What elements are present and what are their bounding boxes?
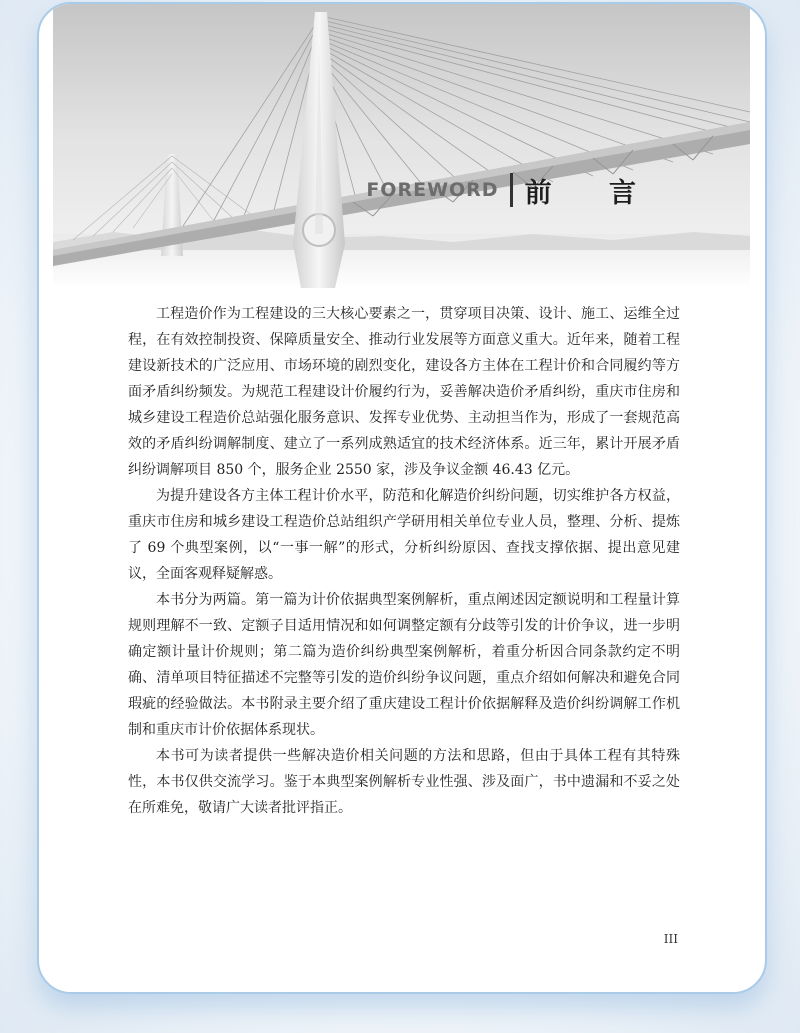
document-page bbox=[53, 4, 750, 992]
title-divider bbox=[510, 173, 513, 207]
bridge-banner-image bbox=[53, 4, 750, 288]
title-block bbox=[366, 168, 660, 212]
page-number: III bbox=[663, 932, 678, 946]
paragraph-3: 本书分为两篇。第一篇为计价依据典型案例解析，重点阐述因定额说明和工程量计算规则理解不一致、定额子目适用情况和如何调整定额有分歧等引发的计价争议，进一步明确定额计量计价规则；第二篇为造价纠纷典型案例解析，着重分析因合同条款约定不明确、清单项目特征描述不完整等引发的造价纠纷争议问题，重点介绍如何解决和避免合同瑕疵的经验做法。本书附录主要介绍了重庆建设工程计价依据解释及造价纠纷调解工作机制和重庆市计价依据体系现状。 bbox=[128, 592, 680, 738]
page-card bbox=[37, 2, 767, 994]
paragraph-4: 本书可为读者提供一些解决造价相关问题的方法和思路，但由于具体工程有其特殊性，本书仅供交流学习。鉴于本典型案例解析专业性强、涉及面广，书中遗漏和不妥之处在所难免，敬请广大读者批评指正。 bbox=[128, 748, 680, 816]
foreword-body bbox=[128, 301, 680, 821]
paragraph-1: 工程造价作为工程建设的三大核心要素之一，贯穿项目决策、设计、施工、运维全过程，在有效控制投资、保障质量安全、推动行业发展等方面意义重大。近年来，随着工程建设新技术的广泛应用、市场环境的剧烈变化，建设各方主体在工程计价和合同履约等方面矛盾纠纷频发。为规范工程建设计价履约行为，妥善解决造价矛盾纠纷，重庆市住房和城乡建设工程造价总站强化服务意识、发挥专业优势、主动担当作为，形成了一套规范高效的矛盾纠纷调解制度、建立了一系列成熟适宜的技术经济体系。近三年，累计开展矛盾纠纷调解项目 850 个，服务企业 2550 家，涉及争议金额 46.43 亿元。 bbox=[128, 306, 680, 478]
title-english: FOREWORD bbox=[366, 179, 499, 201]
paragraph-2: 为提升建设各方主体工程计价水平，防范和化解造价纠纷问题，切实维护各方权益，重庆市住房和城乡建设工程造价总站组织产学研用相关单位专业人员，整理、分析、提炼了 69 个典型案例，以“一事一解”的形式，分析纠纷原因、查找支撑依据、提出意见建议，全面客观释疑解惑。 bbox=[128, 488, 680, 582]
title-chinese: 前 言 bbox=[524, 177, 660, 209]
